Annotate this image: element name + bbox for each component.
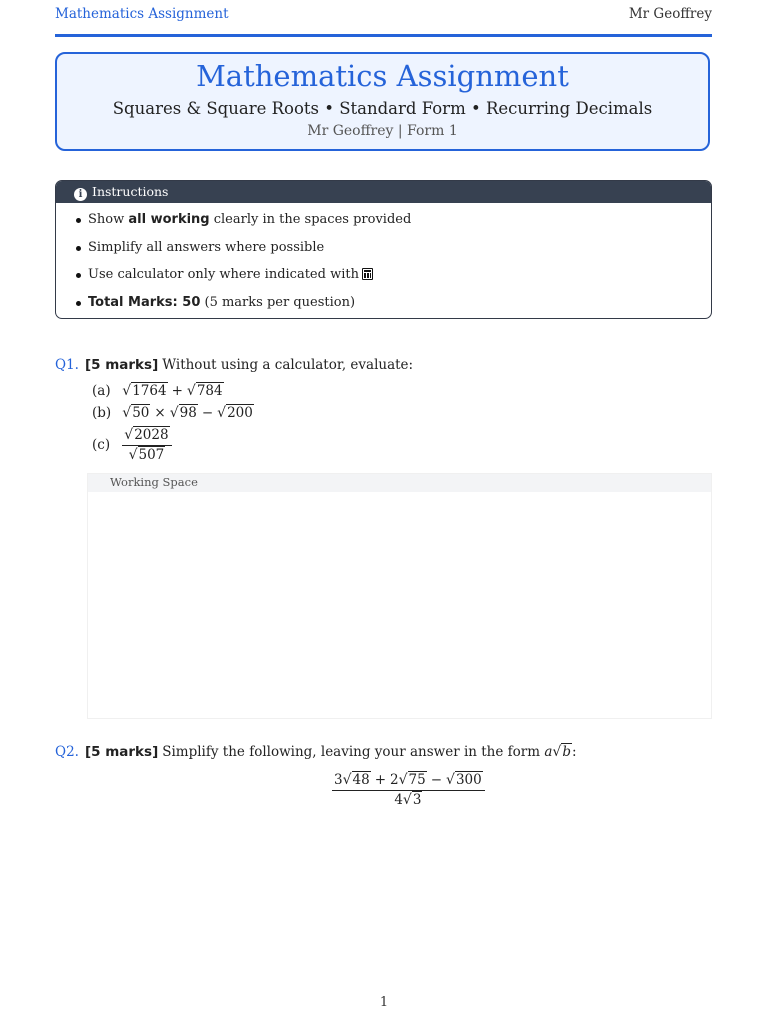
question-1-prompt xyxy=(55,357,413,373)
question-1-part-b xyxy=(92,405,254,421)
calculator-icon xyxy=(362,268,373,280)
working-space[interactable] xyxy=(87,473,712,719)
sqrt-term: √784 xyxy=(186,383,223,399)
item-text: clearly in the spaces provided xyxy=(209,212,412,227)
question-1-part-c xyxy=(92,427,172,464)
running-header xyxy=(55,4,712,37)
question-number: Q2. xyxy=(55,744,79,760)
info-icon: i xyxy=(74,188,87,201)
question-1-part-a xyxy=(92,383,224,399)
document-subtitle: Squares & Square Roots • Standard Form • Recurring Decimals xyxy=(112,99,653,118)
item-text: Show xyxy=(88,212,129,227)
instructions-header xyxy=(56,181,711,203)
operator: − xyxy=(201,405,214,421)
item-text: Use calculator only where indicated with xyxy=(88,267,359,282)
list-item xyxy=(56,206,711,234)
instructions-list xyxy=(56,203,711,316)
item-bold: Total Marks: 50 xyxy=(88,294,201,310)
fraction: $\frac{√2028}{√507}$ xyxy=(122,427,171,464)
question-marks: [5 marks] xyxy=(84,357,159,373)
punctuation: : xyxy=(571,744,577,760)
page-number: 1 xyxy=(379,995,389,1010)
working-space-label: Working Space xyxy=(88,474,711,492)
question-text: Simplify the following, leaving your answer in the form xyxy=(162,744,545,760)
sqrt-term: √200 xyxy=(217,405,253,421)
header-title: Mathematics Assignment xyxy=(55,6,229,22)
fraction: $\frac{3√48 + 2√75 - √300}{4√3}$ xyxy=(332,772,485,809)
part-label: (b) xyxy=(92,405,112,421)
sqrt-term: √1764 xyxy=(122,383,167,399)
instructions-box xyxy=(55,180,712,319)
sqrt-term: √b xyxy=(552,744,571,760)
list-item xyxy=(56,289,711,317)
item-text: (5 marks per question) xyxy=(200,294,356,310)
list-item xyxy=(56,234,711,262)
sqrt-term: √50 xyxy=(122,405,150,421)
operator: × xyxy=(154,405,166,421)
part-label: (a) xyxy=(92,383,111,399)
title-box xyxy=(55,52,710,151)
instructions-heading: Instructions xyxy=(92,184,169,199)
header-author: Mr Geoffrey xyxy=(628,6,712,22)
question-number: Q1. xyxy=(55,357,79,373)
question-text: Without using a calculator, evaluate: xyxy=(162,357,414,373)
part-label: (c) xyxy=(92,437,111,453)
question-2-expression xyxy=(332,772,485,809)
list-item xyxy=(56,261,711,289)
question-2-prompt xyxy=(55,744,577,760)
document-meta: Mr Geoffrey | Form 1 xyxy=(307,123,458,139)
item-text: Simplify all answers where possible xyxy=(88,239,325,255)
item-bold: all working xyxy=(128,212,210,227)
form-variable: a xyxy=(544,744,553,760)
sqrt-term: √98 xyxy=(169,405,197,421)
question-marks: [5 marks] xyxy=(84,744,159,760)
operator: + xyxy=(171,383,183,399)
document-title: Mathematics Assignment xyxy=(196,59,569,93)
